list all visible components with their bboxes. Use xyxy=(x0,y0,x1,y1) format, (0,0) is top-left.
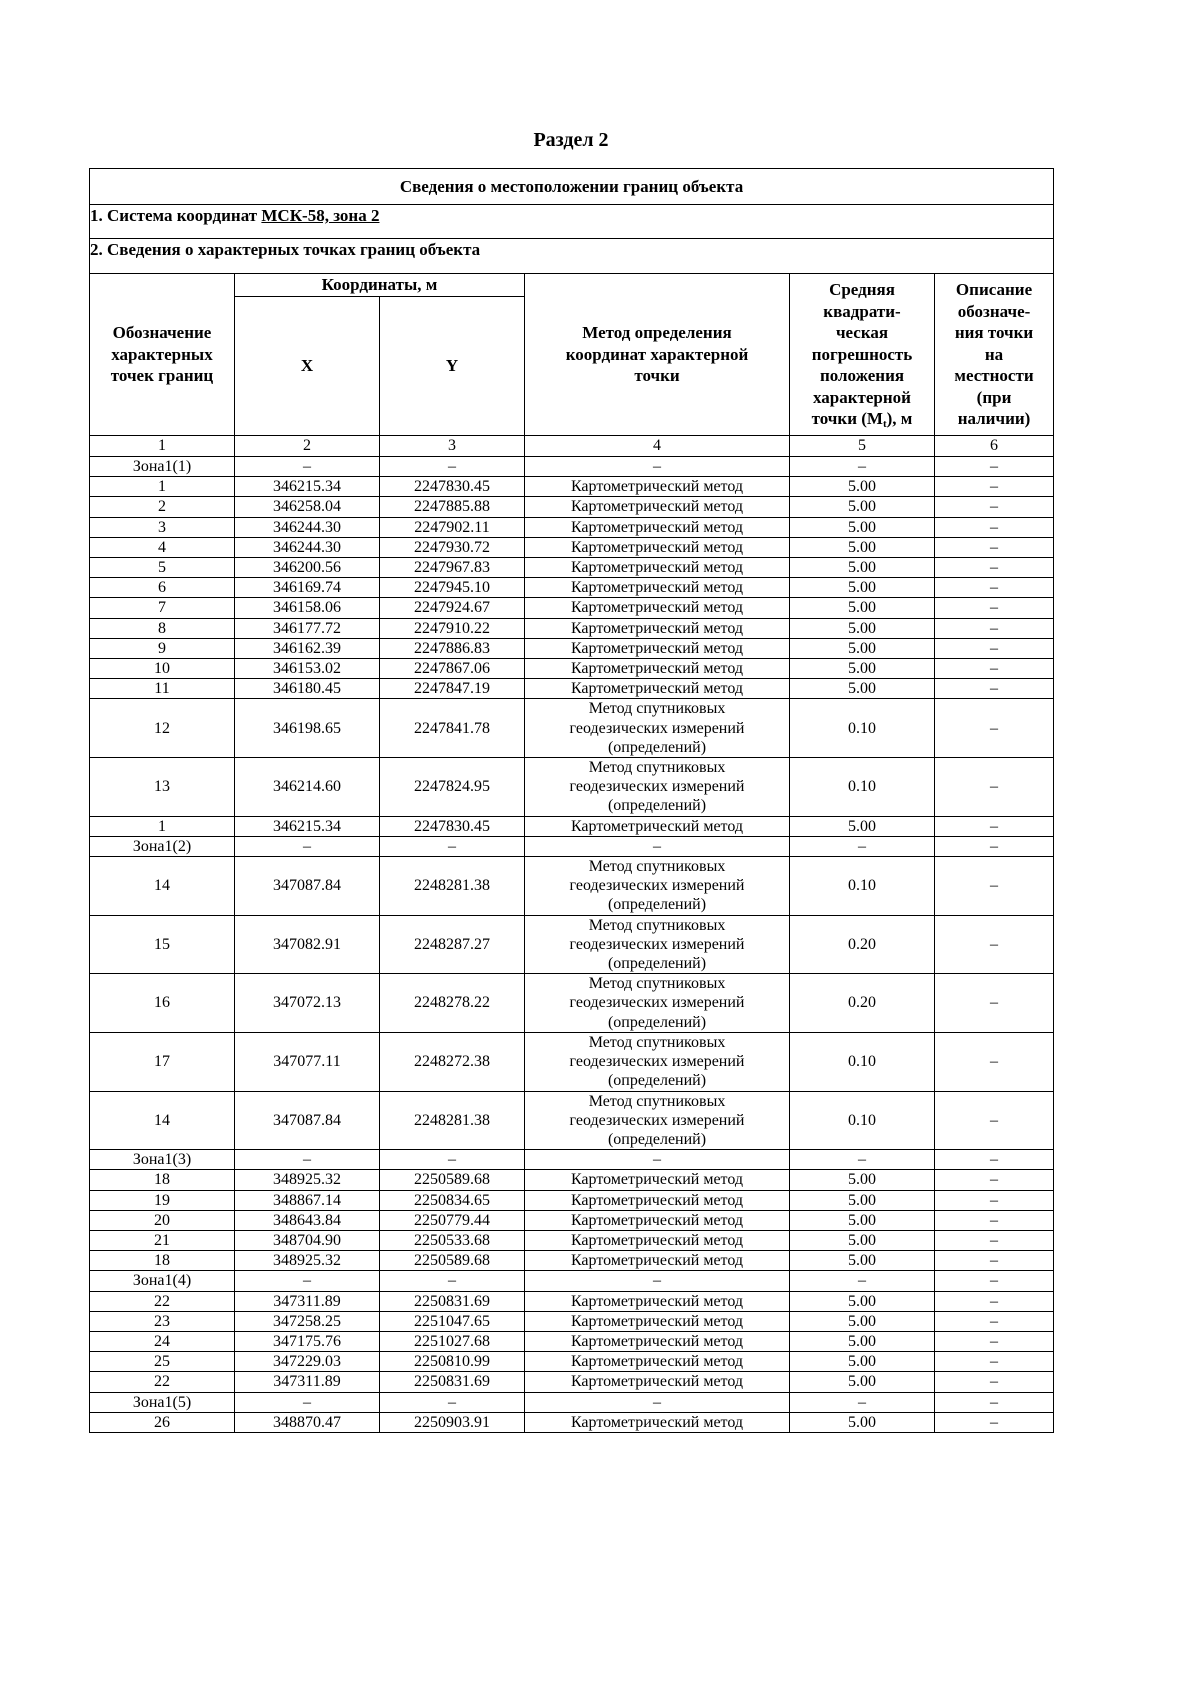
point-id-cell: 8 xyxy=(90,618,235,638)
method-cell: Картометрический метод xyxy=(525,578,790,598)
y-coordinate-cell: 2250533.68 xyxy=(380,1230,525,1250)
method-cell: Картометрический метод xyxy=(525,1230,790,1250)
accuracy-cell: 5.00 xyxy=(790,1230,935,1250)
description-cell: – xyxy=(935,1352,1054,1372)
point-row xyxy=(90,578,1054,598)
column-number: 2 xyxy=(235,436,380,457)
coord-system-cell xyxy=(90,205,1054,239)
description-cell: – xyxy=(935,638,1054,658)
point-row xyxy=(90,699,1054,758)
description-cell: – xyxy=(935,477,1054,497)
accuracy-cell: 5.00 xyxy=(790,497,935,517)
method-cell: Метод спутниковых геодезических измерений (определений) xyxy=(525,915,790,974)
point-row xyxy=(90,974,1054,1033)
description-cell: – xyxy=(935,517,1054,537)
point-row xyxy=(90,497,1054,517)
point-id-cell: 22 xyxy=(90,1291,235,1311)
y-coordinate-cell: 2247824.95 xyxy=(380,758,525,817)
method-cell: Картометрический метод xyxy=(525,1291,790,1311)
column-number: 1 xyxy=(90,436,235,457)
description-cell: – xyxy=(935,578,1054,598)
point-row xyxy=(90,618,1054,638)
description-cell: – xyxy=(935,1331,1054,1351)
point-id-cell: Зона1(1) xyxy=(90,457,235,477)
x-coordinate-cell: 348925.32 xyxy=(235,1170,380,1190)
description-cell: – xyxy=(935,758,1054,817)
header-x: X xyxy=(235,297,380,436)
x-coordinate-cell: – xyxy=(235,836,380,856)
method-cell: Картометрический метод xyxy=(525,558,790,578)
description-cell: – xyxy=(935,1412,1054,1432)
accuracy-cell: 0.10 xyxy=(790,1032,935,1091)
point-id-cell: 15 xyxy=(90,915,235,974)
column-number: 3 xyxy=(380,436,525,457)
description-cell: – xyxy=(935,915,1054,974)
y-coordinate-cell: 2250810.99 xyxy=(380,1352,525,1372)
point-id-cell: 18 xyxy=(90,1251,235,1271)
x-coordinate-cell: 346158.06 xyxy=(235,598,380,618)
description-cell: – xyxy=(935,1210,1054,1230)
coord-system-row xyxy=(90,205,1054,239)
point-row xyxy=(90,1352,1054,1372)
method-cell: – xyxy=(525,1392,790,1412)
header-y: Y xyxy=(380,297,525,436)
accuracy-cell: 5.00 xyxy=(790,1331,935,1351)
method-cell: Картометрический метод xyxy=(525,816,790,836)
zone-row xyxy=(90,457,1054,477)
method-cell: Картометрический метод xyxy=(525,638,790,658)
point-row xyxy=(90,758,1054,817)
accuracy-cell: – xyxy=(790,1392,935,1412)
accuracy-cell: 5.00 xyxy=(790,679,935,699)
x-coordinate-cell: 346214.60 xyxy=(235,758,380,817)
accuracy-cell: – xyxy=(790,457,935,477)
method-cell: Картометрический метод xyxy=(525,477,790,497)
y-coordinate-cell: 2248281.38 xyxy=(380,857,525,916)
y-coordinate-cell: 2250779.44 xyxy=(380,1210,525,1230)
point-id-cell: 14 xyxy=(90,1091,235,1150)
y-coordinate-cell: 2247885.88 xyxy=(380,497,525,517)
zone-row xyxy=(90,1150,1054,1170)
header-accuracy-unit: ), м xyxy=(886,409,913,429)
accuracy-cell: 5.00 xyxy=(790,1412,935,1432)
column-number: 5 xyxy=(790,436,935,457)
accuracy-cell: 5.00 xyxy=(790,1372,935,1392)
method-cell: Картометрический метод xyxy=(525,1412,790,1432)
point-id-cell: 26 xyxy=(90,1412,235,1432)
y-coordinate-cell: 2248281.38 xyxy=(380,1091,525,1150)
point-row xyxy=(90,558,1054,578)
y-coordinate-cell: 2247867.06 xyxy=(380,659,525,679)
point-row xyxy=(90,1291,1054,1311)
method-cell: Картометрический метод xyxy=(525,1190,790,1210)
point-id-cell: 21 xyxy=(90,1230,235,1250)
point-row xyxy=(90,1331,1054,1351)
point-id-cell: 20 xyxy=(90,1210,235,1230)
accuracy-cell: 5.00 xyxy=(790,1251,935,1271)
accuracy-cell: 5.00 xyxy=(790,558,935,578)
x-coordinate-cell: 346153.02 xyxy=(235,659,380,679)
points-table-body xyxy=(90,457,1054,1433)
x-coordinate-cell: 347087.84 xyxy=(235,857,380,916)
accuracy-cell: 5.00 xyxy=(790,1291,935,1311)
method-cell: Картометрический метод xyxy=(525,497,790,517)
point-id-cell: 4 xyxy=(90,537,235,557)
x-coordinate-cell: 346162.39 xyxy=(235,638,380,658)
column-number: 4 xyxy=(525,436,790,457)
accuracy-cell: 5.00 xyxy=(790,517,935,537)
x-coordinate-cell: 346200.56 xyxy=(235,558,380,578)
point-row xyxy=(90,1190,1054,1210)
point-id-cell: 23 xyxy=(90,1311,235,1331)
method-cell: Картометрический метод xyxy=(525,1170,790,1190)
y-coordinate-cell: 2247847.19 xyxy=(380,679,525,699)
description-cell: – xyxy=(935,1190,1054,1210)
accuracy-cell: 5.00 xyxy=(790,618,935,638)
accuracy-cell: 5.00 xyxy=(790,1210,935,1230)
x-coordinate-cell: 348870.47 xyxy=(235,1412,380,1432)
point-row xyxy=(90,517,1054,537)
description-cell: – xyxy=(935,836,1054,856)
accuracy-cell: 0.10 xyxy=(790,1091,935,1150)
header-accuracy-text: Средняя квадрати- ческая погрешность положения характерной точки (M xyxy=(811,280,913,429)
zone-row xyxy=(90,836,1054,856)
x-coordinate-cell: – xyxy=(235,1392,380,1412)
section-heading-row xyxy=(90,169,1054,205)
description-cell: – xyxy=(935,659,1054,679)
x-coordinate-cell: 348643.84 xyxy=(235,1210,380,1230)
description-cell: – xyxy=(935,1230,1054,1250)
accuracy-cell: – xyxy=(790,1271,935,1291)
point-id-cell: Зона1(3) xyxy=(90,1150,235,1170)
x-coordinate-cell: 347082.91 xyxy=(235,915,380,974)
point-id-cell: Зона1(4) xyxy=(90,1271,235,1291)
method-cell: Картометрический метод xyxy=(525,1352,790,1372)
x-coordinate-cell: 346258.04 xyxy=(235,497,380,517)
description-cell: – xyxy=(935,1311,1054,1331)
coord-system-value: МСК-58, зона 2 xyxy=(261,206,380,225)
x-coordinate-cell: 348867.14 xyxy=(235,1190,380,1210)
point-id-cell: 1 xyxy=(90,477,235,497)
x-coordinate-cell: 346198.65 xyxy=(235,699,380,758)
page-title: Раздел 2 xyxy=(533,129,609,151)
point-id-cell: 17 xyxy=(90,1032,235,1091)
x-coordinate-cell: 347072.13 xyxy=(235,974,380,1033)
method-cell: Метод спутниковых геодезических измерений (определений) xyxy=(525,699,790,758)
method-cell: Метод спутниковых геодезических измерений (определений) xyxy=(525,758,790,817)
description-cell: – xyxy=(935,618,1054,638)
y-coordinate-cell: 2251047.65 xyxy=(380,1311,525,1331)
x-coordinate-cell: 346169.74 xyxy=(235,578,380,598)
x-coordinate-cell: – xyxy=(235,1150,380,1170)
y-coordinate-cell: – xyxy=(380,1271,525,1291)
y-coordinate-cell: 2247967.83 xyxy=(380,558,525,578)
header-description: Описание обозначе- ния точки на местности (при наличии) xyxy=(935,274,1054,436)
y-coordinate-cell: 2250589.68 xyxy=(380,1251,525,1271)
accuracy-cell: 5.00 xyxy=(790,638,935,658)
y-coordinate-cell: 2251027.68 xyxy=(380,1331,525,1351)
x-coordinate-cell: 348925.32 xyxy=(235,1251,380,1271)
point-id-cell: 10 xyxy=(90,659,235,679)
method-cell: Картометрический метод xyxy=(525,598,790,618)
method-cell: Картометрический метод xyxy=(525,1210,790,1230)
header-row-1 xyxy=(90,274,1054,297)
accuracy-cell: 5.00 xyxy=(790,1311,935,1331)
point-row xyxy=(90,1311,1054,1331)
method-cell: Картометрический метод xyxy=(525,537,790,557)
x-coordinate-cell: 347229.03 xyxy=(235,1352,380,1372)
description-cell: – xyxy=(935,497,1054,517)
x-coordinate-cell: 347311.89 xyxy=(235,1291,380,1311)
description-cell: – xyxy=(935,558,1054,578)
header-coordinates: Координаты, м xyxy=(235,274,525,297)
coord-system-label: 1. Система координат xyxy=(90,206,262,225)
method-cell: Метод спутниковых геодезических измерений (определений) xyxy=(525,1032,790,1091)
x-coordinate-cell: 346180.45 xyxy=(235,679,380,699)
y-coordinate-cell: 2247945.10 xyxy=(380,578,525,598)
point-id-cell: 14 xyxy=(90,857,235,916)
header-point-designation: Обозначение характерных точек границ xyxy=(90,274,235,436)
accuracy-cell: 5.00 xyxy=(790,537,935,557)
point-id-cell: 11 xyxy=(90,679,235,699)
x-coordinate-cell: 346215.34 xyxy=(235,477,380,497)
accuracy-cell: 0.20 xyxy=(790,974,935,1033)
method-cell: Картометрический метод xyxy=(525,618,790,638)
method-cell: Картометрический метод xyxy=(525,1372,790,1392)
x-coordinate-cell: 347077.11 xyxy=(235,1032,380,1091)
accuracy-cell: 5.00 xyxy=(790,477,935,497)
accuracy-cell: 5.00 xyxy=(790,1190,935,1210)
method-cell: Метод спутниковых геодезических измерений (определений) xyxy=(525,974,790,1033)
x-coordinate-cell: 347175.76 xyxy=(235,1331,380,1351)
description-cell: – xyxy=(935,1372,1054,1392)
point-row xyxy=(90,857,1054,916)
point-id-cell: 22 xyxy=(90,1372,235,1392)
accuracy-cell: 0.10 xyxy=(790,699,935,758)
accuracy-cell: 0.10 xyxy=(790,758,935,817)
y-coordinate-cell: – xyxy=(380,457,525,477)
method-cell: – xyxy=(525,1150,790,1170)
point-row xyxy=(90,1210,1054,1230)
accuracy-cell: 5.00 xyxy=(790,598,935,618)
accuracy-cell: 0.20 xyxy=(790,915,935,974)
point-row xyxy=(90,477,1054,497)
method-cell: Картометрический метод xyxy=(525,1331,790,1351)
y-coordinate-cell: 2250831.69 xyxy=(380,1372,525,1392)
points-heading-row xyxy=(90,239,1054,274)
point-row xyxy=(90,1032,1054,1091)
header-accuracy xyxy=(790,274,935,436)
point-row xyxy=(90,659,1054,679)
point-id-cell: 16 xyxy=(90,974,235,1033)
method-cell: – xyxy=(525,1271,790,1291)
description-cell: – xyxy=(935,598,1054,618)
description-cell: – xyxy=(935,457,1054,477)
description-cell: – xyxy=(935,679,1054,699)
x-coordinate-cell: 346215.34 xyxy=(235,816,380,836)
point-row xyxy=(90,1251,1054,1271)
boundary-points-table xyxy=(89,168,1054,1433)
y-coordinate-cell: 2250903.91 xyxy=(380,1412,525,1432)
description-cell: – xyxy=(935,1291,1054,1311)
point-row xyxy=(90,1170,1054,1190)
header-accuracy-subscript: t xyxy=(882,418,887,431)
x-coordinate-cell: 347311.89 xyxy=(235,1372,380,1392)
accuracy-cell: 5.00 xyxy=(790,578,935,598)
point-id-cell: 24 xyxy=(90,1331,235,1351)
y-coordinate-cell: – xyxy=(380,1392,525,1412)
description-cell: – xyxy=(935,1392,1054,1412)
method-cell: Картометрический метод xyxy=(525,1311,790,1331)
x-coordinate-cell: 346244.30 xyxy=(235,537,380,557)
zone-row xyxy=(90,1392,1054,1412)
y-coordinate-cell: – xyxy=(380,836,525,856)
section-heading: Сведения о местоположении границ объекта xyxy=(90,169,1054,205)
description-cell: – xyxy=(935,537,1054,557)
point-id-cell: 18 xyxy=(90,1170,235,1190)
y-coordinate-cell: – xyxy=(380,1150,525,1170)
x-coordinate-cell: 347258.25 xyxy=(235,1311,380,1331)
y-coordinate-cell: 2247841.78 xyxy=(380,699,525,758)
description-cell: – xyxy=(935,816,1054,836)
description-cell: – xyxy=(935,857,1054,916)
x-coordinate-cell: – xyxy=(235,1271,380,1291)
point-row xyxy=(90,598,1054,618)
point-row xyxy=(90,1091,1054,1150)
x-coordinate-cell: 346244.30 xyxy=(235,517,380,537)
description-cell: – xyxy=(935,1251,1054,1271)
method-cell: – xyxy=(525,457,790,477)
description-cell: – xyxy=(935,1170,1054,1190)
point-row xyxy=(90,915,1054,974)
zone-row xyxy=(90,1271,1054,1291)
description-cell: – xyxy=(935,1032,1054,1091)
y-coordinate-cell: 2247902.11 xyxy=(380,517,525,537)
point-row xyxy=(90,1372,1054,1392)
point-id-cell: 3 xyxy=(90,517,235,537)
description-cell: – xyxy=(935,699,1054,758)
point-row xyxy=(90,537,1054,557)
description-cell: – xyxy=(935,1271,1054,1291)
y-coordinate-cell: 2247910.22 xyxy=(380,618,525,638)
y-coordinate-cell: 2247924.67 xyxy=(380,598,525,618)
point-row xyxy=(90,1412,1054,1432)
point-id-cell: 1 xyxy=(90,816,235,836)
accuracy-cell: 0.10 xyxy=(790,857,935,916)
description-cell: – xyxy=(935,974,1054,1033)
point-id-cell: 9 xyxy=(90,638,235,658)
y-coordinate-cell: 2248287.27 xyxy=(380,915,525,974)
x-coordinate-cell: 346177.72 xyxy=(235,618,380,638)
point-id-cell: 7 xyxy=(90,598,235,618)
method-cell: Картометрический метод xyxy=(525,1251,790,1271)
y-coordinate-cell: 2250589.68 xyxy=(380,1170,525,1190)
point-id-cell: 19 xyxy=(90,1190,235,1210)
point-id-cell: 12 xyxy=(90,699,235,758)
accuracy-cell: – xyxy=(790,1150,935,1170)
method-cell: – xyxy=(525,836,790,856)
point-row xyxy=(90,816,1054,836)
accuracy-cell: 5.00 xyxy=(790,816,935,836)
point-row xyxy=(90,1230,1054,1250)
y-coordinate-cell: 2247930.72 xyxy=(380,537,525,557)
point-row xyxy=(90,679,1054,699)
y-coordinate-cell: 2248278.22 xyxy=(380,974,525,1033)
y-coordinate-cell: 2247830.45 xyxy=(380,816,525,836)
description-cell: – xyxy=(935,1150,1054,1170)
method-cell: Метод спутниковых геодезических измерений (определений) xyxy=(525,857,790,916)
method-cell: Картометрический метод xyxy=(525,517,790,537)
y-coordinate-cell: 2250834.65 xyxy=(380,1190,525,1210)
method-cell: Картометрический метод xyxy=(525,659,790,679)
point-id-cell: 25 xyxy=(90,1352,235,1372)
accuracy-cell: 5.00 xyxy=(790,1170,935,1190)
description-cell: – xyxy=(935,1091,1054,1150)
x-coordinate-cell: 347087.84 xyxy=(235,1091,380,1150)
column-numbers-row xyxy=(90,436,1054,457)
point-id-cell: 2 xyxy=(90,497,235,517)
point-id-cell: Зона1(5) xyxy=(90,1392,235,1412)
method-cell: Метод спутниковых геодезических измерений (определений) xyxy=(525,1091,790,1150)
header-method: Метод определения координат характерной точки xyxy=(525,274,790,436)
points-heading: 2. Сведения о характерных точках границ объекта xyxy=(90,239,1054,274)
point-id-cell: 5 xyxy=(90,558,235,578)
point-id-cell: 6 xyxy=(90,578,235,598)
column-number: 6 xyxy=(935,436,1054,457)
x-coordinate-cell: – xyxy=(235,457,380,477)
method-cell: Картометрический метод xyxy=(525,679,790,699)
accuracy-cell: 5.00 xyxy=(790,659,935,679)
point-row xyxy=(90,638,1054,658)
y-coordinate-cell: 2250831.69 xyxy=(380,1291,525,1311)
y-coordinate-cell: 2247886.83 xyxy=(380,638,525,658)
point-id-cell: Зона1(2) xyxy=(90,836,235,856)
y-coordinate-cell: 2247830.45 xyxy=(380,477,525,497)
y-coordinate-cell: 2248272.38 xyxy=(380,1032,525,1091)
accuracy-cell: 5.00 xyxy=(790,1352,935,1372)
x-coordinate-cell: 348704.90 xyxy=(235,1230,380,1250)
accuracy-cell: – xyxy=(790,836,935,856)
point-id-cell: 13 xyxy=(90,758,235,817)
